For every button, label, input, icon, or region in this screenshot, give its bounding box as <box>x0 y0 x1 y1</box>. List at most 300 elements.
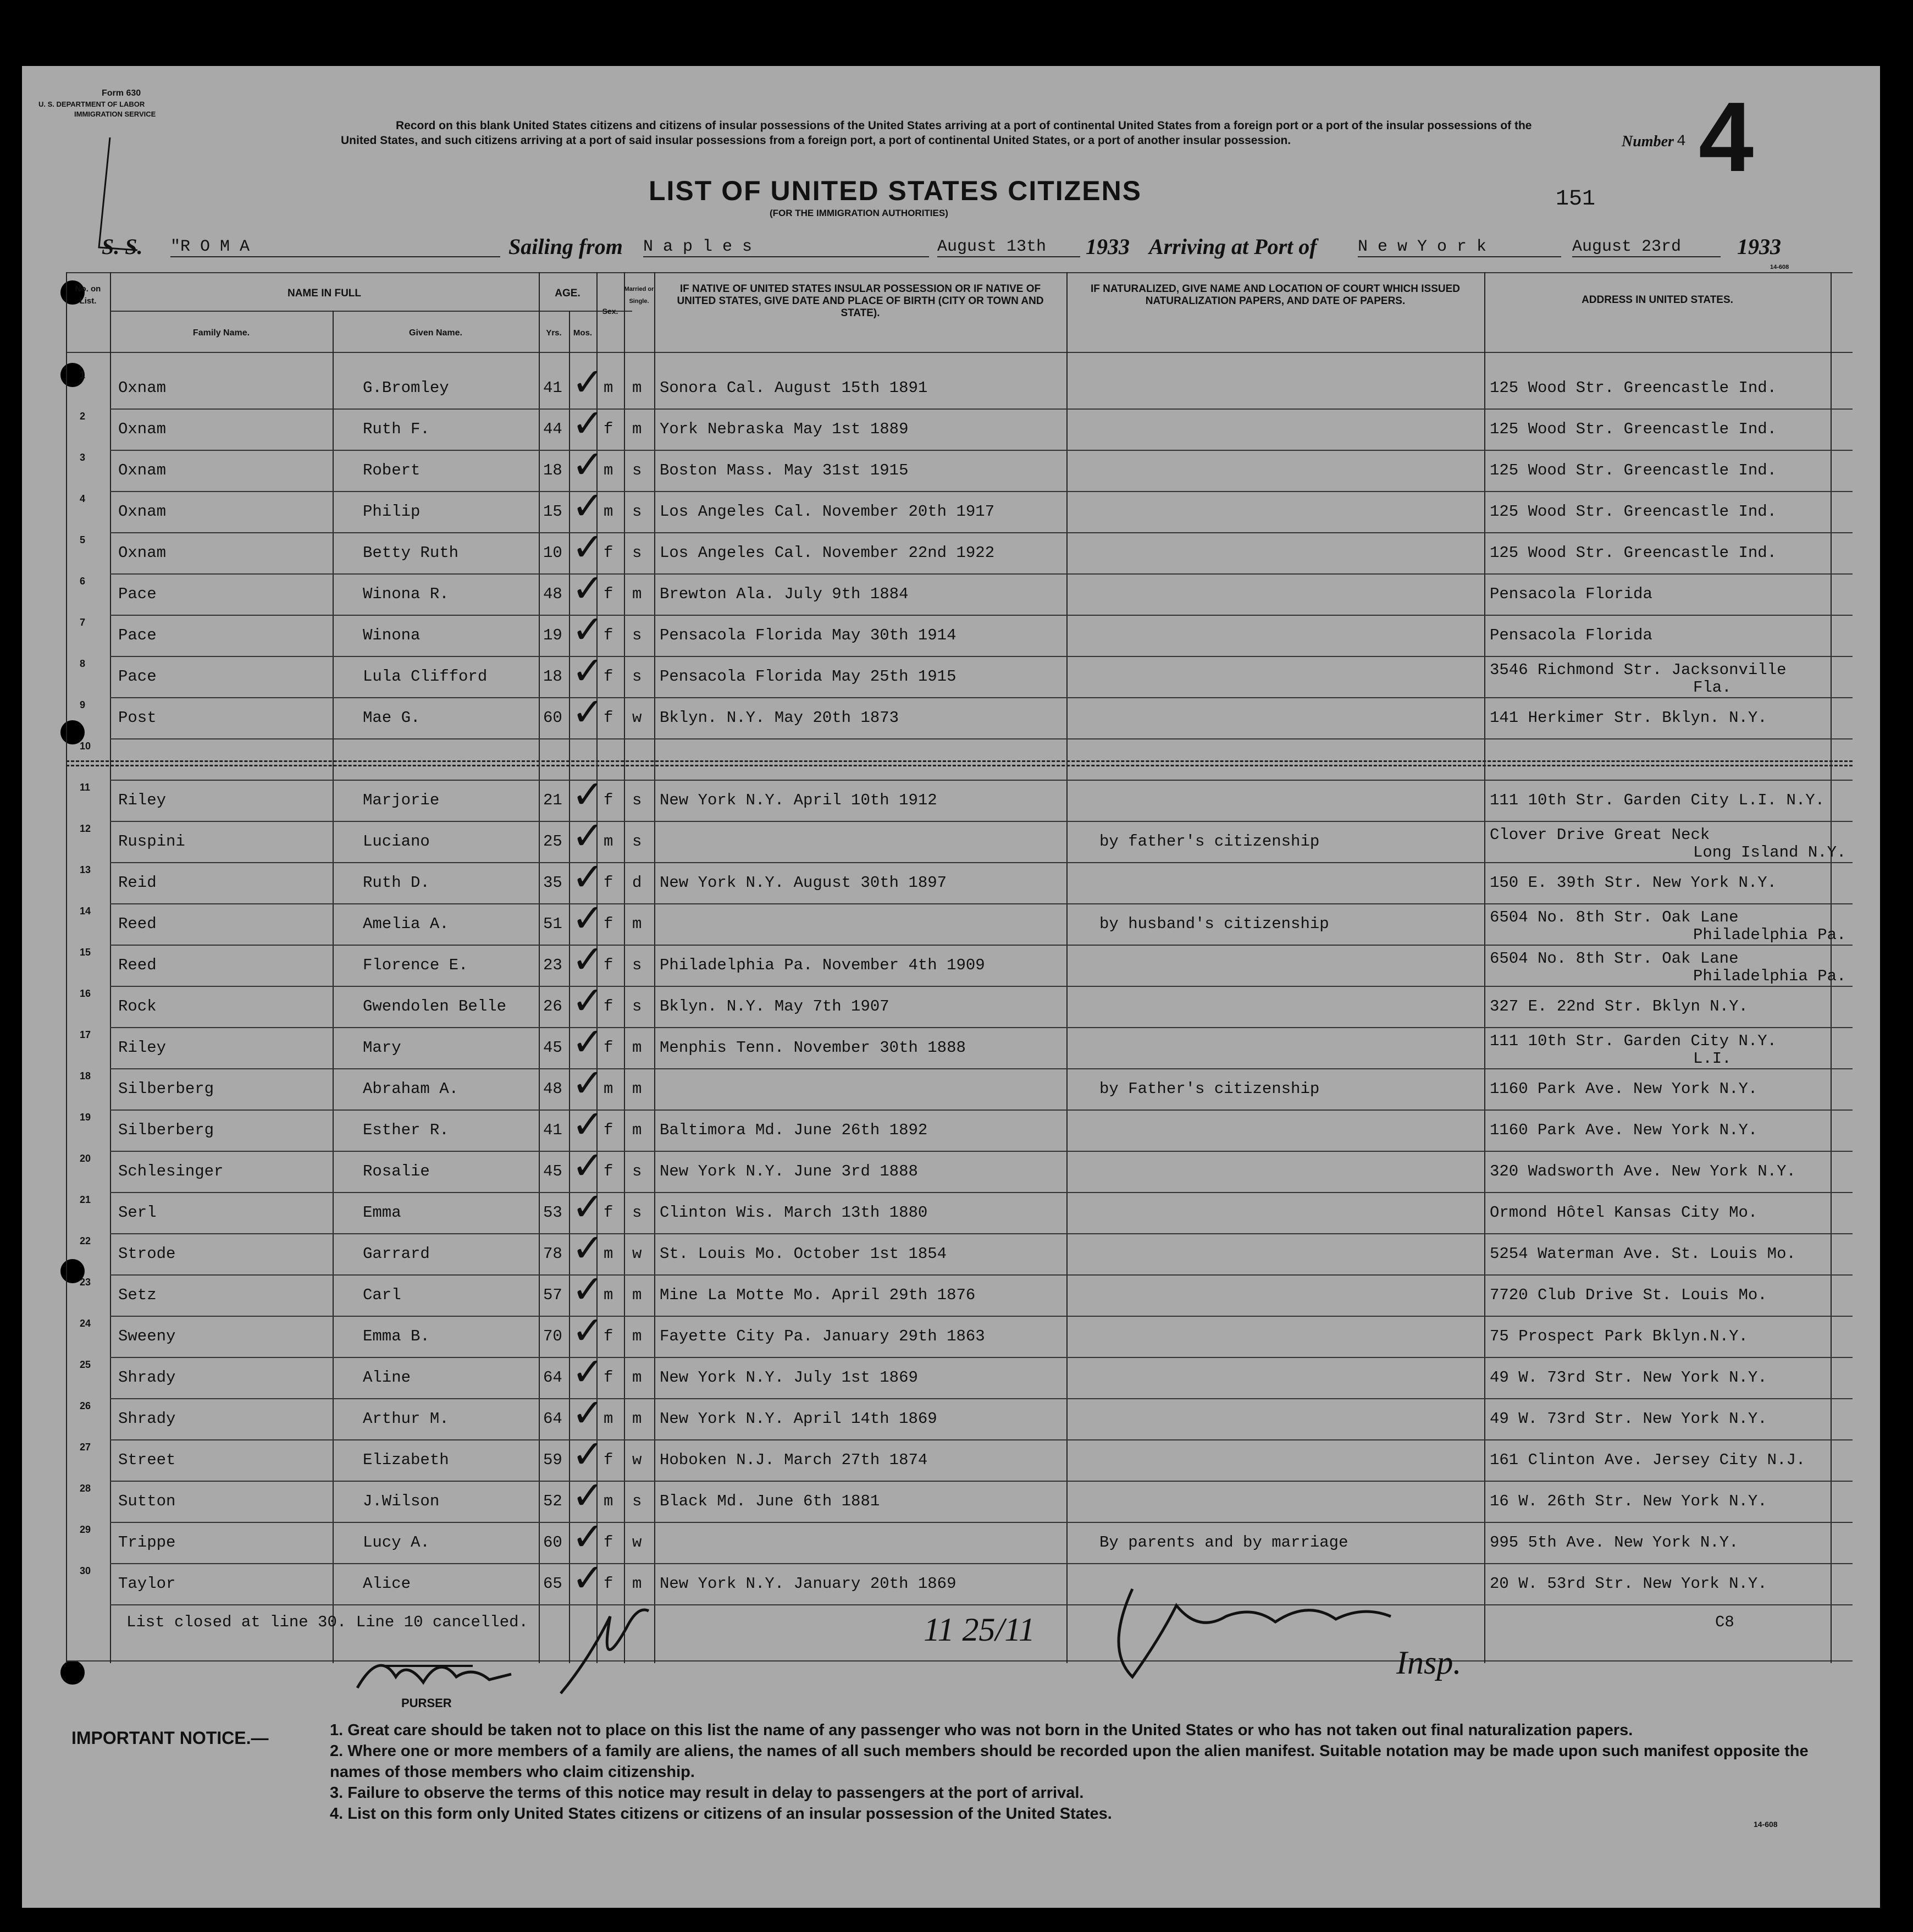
marital-status: s <box>632 1162 642 1180</box>
check-mark-icon: ✓ <box>572 525 604 570</box>
table-row <box>66 525 1853 575</box>
age-years: 18 <box>543 461 562 479</box>
address: 1160 Park Ave. New York N.Y. <box>1490 1121 1758 1139</box>
family-name: Reed <box>118 956 157 974</box>
col-age: AGE. <box>555 288 580 299</box>
sex: f <box>604 791 613 809</box>
table-row <box>66 483 1853 533</box>
sex: f <box>604 585 613 603</box>
naturalization-info: by Father's citizenship <box>1099 1080 1320 1098</box>
address: 3546 Richmond Str. Jacksonville <box>1490 661 1787 679</box>
check-mark-icon: ✓ <box>572 813 604 858</box>
given-name: Elizabeth <box>363 1451 449 1469</box>
cancelled-line <box>66 765 1853 766</box>
family-name: Oxnam <box>118 461 167 479</box>
marital-status: s <box>632 667 642 686</box>
page-subtitle: (FOR THE IMMIGRATION AUTHORITIES) <box>770 208 948 218</box>
family-name: Reid <box>118 874 157 892</box>
given-name: Luciano <box>363 832 430 851</box>
line-number: 13 <box>80 864 91 875</box>
address: 995 5th Ave. New York N.Y. <box>1490 1533 1739 1552</box>
table-row <box>66 1267 1853 1317</box>
col-birth: IF NATIVE OF UNITED STATES INSULAR POSSESSION OR IF NATIVE OF UNITED STATES, GIVE DATE AND PLACE OF BIRTH (CITY OR TOWN AND STATE). <box>677 283 1044 319</box>
col-name-in-full: NAME IN FULL <box>287 288 362 299</box>
table-row <box>66 607 1853 657</box>
birth-info: Menphis Tenn. November 30th 1888 <box>660 1039 966 1057</box>
record-instructions: Record on this blank United States citizens and citizens of insular possessions of the United States arriving at a port of continental United States from a foreign port or a port of the insular possessions of the United States, and such citizens arriving at a port of said insular possessions from a foreign port, a port of continental United States, or a port of another insular possession. <box>341 119 1532 147</box>
check-mark-icon: ✓ <box>572 1267 604 1312</box>
marital-status: m <box>632 1327 642 1345</box>
table-row <box>66 1390 1853 1440</box>
given-name: Emma B. <box>363 1327 430 1345</box>
birth-info: York Nebraska May 1st 1889 <box>660 420 909 438</box>
sail-date: August 13th <box>937 238 1080 257</box>
birth-info: Sonora Cal. August 15th 1891 <box>660 379 928 397</box>
service-name: IMMIGRATION SERVICE <box>74 110 156 118</box>
birth-info: New York N.Y. August 30th 1897 <box>660 874 947 892</box>
birth-info: St. Louis Mo. October 1st 1854 <box>660 1245 947 1263</box>
age-years: 60 <box>543 1533 562 1552</box>
address-continued: Philadelphia Pa. <box>1693 967 1846 985</box>
family-name: Pace <box>118 626 157 644</box>
birth-info: Mine La Motte Mo. April 29th 1876 <box>660 1286 976 1304</box>
sex: f <box>604 667 613 686</box>
check-mark-icon: ✓ <box>572 1514 604 1559</box>
address: 7720 Club Drive St. Louis Mo. <box>1490 1286 1767 1304</box>
from-port: N a p l e s <box>643 238 929 257</box>
check-mark-icon: ✓ <box>572 442 604 487</box>
check-mark-icon: ✓ <box>572 648 604 693</box>
form-number: Form 630 <box>102 89 141 98</box>
marital-status: m <box>632 379 642 397</box>
marital-status: m <box>632 1575 642 1593</box>
sex: f <box>604 420 613 438</box>
sex: m <box>604 503 613 521</box>
check-mark-icon: ✓ <box>572 401 604 446</box>
birth-info: New York N.Y. January 20th 1869 <box>660 1575 957 1593</box>
naturalization-info: by husband's citizenship <box>1099 915 1329 933</box>
age-years: 21 <box>543 791 562 809</box>
line-number: 1 <box>80 369 86 380</box>
address: 6504 No. 8th Str. Oak Lane <box>1490 950 1739 968</box>
marital-status: s <box>632 1492 642 1510</box>
family-name: Schlesinger <box>118 1162 224 1180</box>
address: 150 E. 39th Str. New York N.Y. <box>1490 874 1777 892</box>
line-number: 7 <box>80 617 86 628</box>
family-name: Serl <box>118 1204 157 1222</box>
table-row <box>66 1102 1853 1152</box>
given-name: Aline <box>363 1368 411 1387</box>
address: 141 Herkimer Str. Bklyn. N.Y. <box>1490 709 1767 727</box>
family-name: Sweeny <box>118 1327 176 1345</box>
line-number: 12 <box>80 823 91 834</box>
check-mark-icon: ✓ <box>572 1349 604 1394</box>
number-small: 4 <box>1677 133 1686 150</box>
age-years: 78 <box>543 1245 562 1263</box>
binder-hole <box>60 1660 85 1685</box>
table-row <box>66 442 1853 492</box>
age-years: 19 <box>543 626 562 644</box>
table-row <box>66 360 1853 410</box>
form-code-top: 14-608 <box>1770 264 1789 271</box>
marital-status: s <box>632 956 642 974</box>
department-name: U. S. DEPARTMENT OF LABOR <box>38 100 145 108</box>
check-mark-icon: ✓ <box>572 1019 604 1064</box>
given-name: Florence E. <box>363 956 468 974</box>
given-name: Alice <box>363 1575 411 1593</box>
given-name: Rosalie <box>363 1162 430 1180</box>
given-name: Winona R. <box>363 585 449 603</box>
birth-info: New York N.Y. July 1st 1869 <box>660 1368 918 1387</box>
age-years: 45 <box>543 1039 562 1057</box>
address: Clover Drive Great Neck <box>1490 826 1710 844</box>
line-number: 16 <box>80 988 91 999</box>
address-continued: Fla. <box>1693 678 1732 697</box>
sex: m <box>604 379 613 397</box>
given-name: J.Wilson <box>363 1492 440 1510</box>
table-row <box>66 1184 1853 1234</box>
family-name: Riley <box>118 791 167 809</box>
sex: f <box>604 956 613 974</box>
table-row <box>66 1061 1853 1111</box>
birth-info: Los Angeles Cal. November 22nd 1922 <box>660 544 995 562</box>
age-years: 15 <box>543 503 562 521</box>
marital-status: s <box>632 626 642 644</box>
line-number: 22 <box>80 1235 91 1246</box>
sex: m <box>604 1286 613 1304</box>
check-mark-icon: ✓ <box>572 1226 604 1271</box>
sex: m <box>604 1080 613 1098</box>
arriving-label: Arriving at Port of <box>1149 234 1317 259</box>
line-number: 23 <box>80 1277 91 1288</box>
line-number: 24 <box>80 1318 91 1329</box>
table-row <box>66 401 1853 451</box>
age-years: 25 <box>543 832 562 851</box>
sex: m <box>604 1245 613 1263</box>
marital-status: m <box>632 1121 642 1139</box>
check-mark-icon: ✓ <box>572 1102 604 1147</box>
age-years: 48 <box>543 1080 562 1098</box>
age-years: 45 <box>543 1162 562 1180</box>
given-name: Ruth D. <box>363 874 430 892</box>
table-row <box>66 1019 1853 1069</box>
address-continued: L.I. <box>1693 1050 1732 1068</box>
col-yrs: Yrs. <box>546 328 562 338</box>
marital-status: w <box>632 1533 642 1552</box>
arrival-date: August 23rd <box>1572 238 1721 257</box>
address: 327 E. 22nd Str. Bklyn N.Y. <box>1490 997 1748 1015</box>
address: 111 10th Str. Garden City L.I. N.Y. <box>1490 791 1825 809</box>
line-number: 9 <box>80 699 86 710</box>
birth-info: Brewton Ala. July 9th 1884 <box>660 585 909 603</box>
family-name: Silberberg <box>118 1121 214 1139</box>
table-row <box>66 1555 1853 1605</box>
given-name: Arthur M. <box>363 1410 449 1428</box>
table-row <box>66 813 1853 863</box>
purser-label: PURSER <box>401 1696 452 1710</box>
family-name: Oxnam <box>118 503 167 521</box>
sex: f <box>604 1368 613 1387</box>
notice-label: IMPORTANT NOTICE.— <box>71 1728 269 1748</box>
marital-status: m <box>632 585 642 603</box>
sex: f <box>604 997 613 1015</box>
given-name: Mae G. <box>363 709 421 727</box>
age-years: 65 <box>543 1575 562 1593</box>
line-number: 25 <box>80 1359 91 1370</box>
table-row <box>66 648 1853 698</box>
sail-year: 1933 <box>1086 234 1130 259</box>
handwritten-fraction: 11 25/11 <box>924 1611 1035 1648</box>
line-number: 21 <box>80 1194 91 1205</box>
given-name: Ruth F. <box>363 420 430 438</box>
check-mark-icon: ✓ <box>572 1061 604 1106</box>
given-name: Carl <box>363 1286 401 1304</box>
check-mark-icon: ✓ <box>572 566 604 611</box>
family-name: Oxnam <box>118 379 167 397</box>
check-mark-icon: ✓ <box>572 1473 604 1518</box>
sex: f <box>604 1451 613 1469</box>
page-title: LIST OF UNITED STATES CITIZENS <box>649 175 1142 206</box>
given-name: Mary <box>363 1039 401 1057</box>
marital-status: m <box>632 420 642 438</box>
line-number: 18 <box>80 1070 91 1081</box>
sex: f <box>604 1533 613 1552</box>
given-name: Betty Ruth <box>363 544 459 562</box>
address: 125 Wood Str. Greencastle Ind. <box>1490 379 1777 397</box>
line-number: 6 <box>80 576 86 587</box>
table-row <box>66 566 1853 616</box>
check-mark-icon: ✓ <box>572 1184 604 1229</box>
sex: f <box>604 915 613 933</box>
age-years: 64 <box>543 1368 562 1387</box>
marital-status: m <box>632 1368 642 1387</box>
given-name: Philip <box>363 503 421 521</box>
marital-status: s <box>632 461 642 479</box>
birth-info: Black Md. June 6th 1881 <box>660 1492 880 1510</box>
address: 49 W. 73rd Str. New York N.Y. <box>1490 1410 1767 1428</box>
address: 16 W. 26th Str. New York N.Y. <box>1490 1492 1767 1510</box>
check-mark-icon: ✓ <box>572 1432 604 1477</box>
check-mark-icon: ✓ <box>572 772 604 817</box>
marital-status: s <box>632 1204 642 1222</box>
notice-item: 1. Great care should be taken not to place on this list the name of any passenger who was not born in the United States or who has not taken out final naturalization papers. <box>330 1721 1633 1739</box>
given-name: Amelia A. <box>363 915 449 933</box>
address-continued: Philadelphia Pa. <box>1693 926 1846 944</box>
address: 320 Wadsworth Ave. New York N.Y. <box>1490 1162 1796 1180</box>
check-mark-icon: ✓ <box>572 1390 604 1436</box>
marital-status: m <box>632 1039 642 1057</box>
age-years: 64 <box>543 1410 562 1428</box>
address: Pensacola Florida <box>1490 626 1652 644</box>
age-years: 41 <box>543 379 562 397</box>
address: 20 W. 53rd Str. New York N.Y. <box>1490 1575 1767 1593</box>
birth-info: Boston Mass. May 31st 1915 <box>660 461 909 479</box>
family-name: Shrady <box>118 1410 176 1428</box>
given-name: Lula Clifford <box>363 667 488 686</box>
birth-info: Baltimora Md. June 26th 1892 <box>660 1121 928 1139</box>
age-years: 48 <box>543 585 562 603</box>
table-row <box>66 1143 1853 1193</box>
age-years: 44 <box>543 420 562 438</box>
line-number: 26 <box>80 1400 91 1411</box>
col-given: Given Name. <box>409 328 462 338</box>
sex: f <box>604 1121 613 1139</box>
check-mark-icon: ✓ <box>572 607 604 652</box>
sex: f <box>604 709 613 727</box>
initials-signature-icon <box>544 1594 665 1704</box>
family-name: Reed <box>118 915 157 933</box>
family-name: Shrady <box>118 1368 176 1387</box>
sex: m <box>604 1492 613 1510</box>
naturalization-info: by father's citizenship <box>1099 832 1320 851</box>
birth-info: New York N.Y. April 10th 1912 <box>660 791 937 809</box>
sex: f <box>604 1575 613 1593</box>
address: 125 Wood Str. Greencastle Ind. <box>1490 544 1777 562</box>
address: 49 W. 73rd Str. New York N.Y. <box>1490 1368 1767 1387</box>
sailing-label: Sailing from <box>508 234 623 259</box>
birth-info: Philadelphia Pa. November 4th 1909 <box>660 956 985 974</box>
line-number: 3 <box>80 452 86 463</box>
birth-info: Bklyn. N.Y. May 20th 1873 <box>660 709 899 727</box>
age-years: 70 <box>543 1327 562 1345</box>
given-name: Marjorie <box>363 791 440 809</box>
family-name: Oxnam <box>118 544 167 562</box>
address: 6504 No. 8th Str. Oak Lane <box>1490 908 1739 926</box>
birth-info: Pensacola Florida May 25th 1915 <box>660 667 957 686</box>
family-name: Riley <box>118 1039 167 1057</box>
manifest-page <box>22 66 1880 1908</box>
col-sex: Sex. <box>602 307 618 316</box>
sex: f <box>604 1039 613 1057</box>
given-name: Emma <box>363 1204 401 1222</box>
arrival-year: 1933 <box>1737 234 1781 259</box>
age-years: 52 <box>543 1492 562 1510</box>
given-name: Abraham A. <box>363 1080 459 1098</box>
sex: f <box>604 1162 613 1180</box>
birth-info: Pensacola Florida May 30th 1914 <box>660 626 957 644</box>
number-stamp: 4 <box>1699 82 1754 192</box>
sex: f <box>604 1327 613 1345</box>
sex: f <box>604 1204 613 1222</box>
col-mos: Mos. <box>573 328 593 338</box>
sex: f <box>604 544 613 562</box>
check-mark-icon: ✓ <box>572 854 604 899</box>
marital-status: s <box>632 544 642 562</box>
line-number: 2 <box>80 411 86 422</box>
given-name: Winona <box>363 626 421 644</box>
address: 75 Prospect Park Bklyn.N.Y. <box>1490 1327 1748 1345</box>
table-row <box>66 1308 1853 1358</box>
address: Pensacola Florida <box>1490 585 1652 603</box>
notice-item: 4. List on this form only United States citizens or citizens of an insular possession of the United States. <box>330 1805 1112 1823</box>
address-continued: Long Island N.Y. <box>1693 843 1846 862</box>
inspector-suffix: Insp. <box>1396 1644 1462 1681</box>
birth-info: Fayette City Pa. January 29th 1863 <box>660 1327 985 1345</box>
birth-info: New York N.Y. June 3rd 1888 <box>660 1162 918 1180</box>
check-mark-icon: ✓ <box>572 689 604 735</box>
line-number: 27 <box>80 1442 91 1453</box>
marital-status: w <box>632 1451 642 1469</box>
closing-note: List closed at line 30. Line 10 cancelled. <box>126 1613 528 1631</box>
given-name: Gwendolen Belle <box>363 997 507 1015</box>
line-number: 19 <box>80 1112 91 1123</box>
address: Ormond Hôtel Kansas City Mo. <box>1490 1204 1758 1222</box>
family-name: Oxnam <box>118 420 167 438</box>
sex: m <box>604 1410 613 1428</box>
important-notice <box>71 1720 1831 1824</box>
table-row <box>66 1226 1853 1276</box>
family-name: Silberberg <box>118 1080 214 1098</box>
notice-item: 3. Failure to observe the terms of this notice may result in delay to passengers at the port of arrival. <box>330 1784 1084 1802</box>
address: 125 Wood Str. Greencastle Ind. <box>1490 420 1777 438</box>
naturalization-info: By parents and by marriage <box>1099 1533 1348 1552</box>
col-naturalized: IF NATURALIZED, GIVE NAME AND LOCATION OF COURT WHICH ISSUED NATURALIZATION PAPERS, AND DATE OF PAPERS. <box>1090 283 1460 307</box>
age-years: 10 <box>543 544 562 562</box>
age-years: 59 <box>543 1451 562 1469</box>
check-mark-icon: ✓ <box>572 1308 604 1353</box>
line-number: 5 <box>80 534 86 545</box>
line-number: 29 <box>80 1524 91 1535</box>
address: 5254 Waterman Ave. St. Louis Mo. <box>1490 1245 1796 1263</box>
age-years: 26 <box>543 997 562 1015</box>
line-number: 15 <box>80 947 91 958</box>
check-mark-icon: ✓ <box>572 1143 604 1188</box>
ss-label: S. S. <box>102 234 143 259</box>
sex: m <box>604 832 613 851</box>
line-number: 30 <box>80 1565 91 1576</box>
age-years: 53 <box>543 1204 562 1222</box>
check-mark-icon: ✓ <box>572 483 604 528</box>
family-name: Trippe <box>118 1533 176 1552</box>
given-name: Esther R. <box>363 1121 449 1139</box>
sex: f <box>604 874 613 892</box>
table-row <box>66 978 1853 1028</box>
table-row <box>66 772 1853 822</box>
birth-info: Clinton Wis. March 13th 1880 <box>660 1204 928 1222</box>
check-mark-icon: ✓ <box>572 360 604 405</box>
family-name: Pace <box>118 585 157 603</box>
address: 111 10th Str. Garden City N.Y. <box>1490 1032 1777 1050</box>
family-name: Strode <box>118 1245 176 1263</box>
family-name: Sutton <box>118 1492 176 1510</box>
family-name: Setz <box>118 1286 157 1304</box>
birth-info: Hoboken N.J. March 27th 1874 <box>660 1451 928 1469</box>
purser-signature-icon <box>346 1644 522 1699</box>
birth-info: Bklyn. N.Y. May 7th 1907 <box>660 997 889 1015</box>
address: 1160 Park Ave. New York N.Y. <box>1490 1080 1758 1098</box>
page-number: 151 <box>1556 187 1596 212</box>
line-number: 10 <box>80 741 91 752</box>
table-row <box>66 1514 1853 1564</box>
ship-name: "R O M A <box>170 238 500 257</box>
given-name: G.Bromley <box>363 379 449 397</box>
sex: m <box>604 461 613 479</box>
passenger-table <box>66 272 1853 1663</box>
family-name: Ruspini <box>118 832 185 851</box>
address: 125 Wood Str. Greencastle Ind. <box>1490 503 1777 521</box>
line-number: 14 <box>80 906 91 917</box>
to-port: N e w Y o r k <box>1358 238 1561 257</box>
cancelled-line <box>66 760 1853 762</box>
notice-item: 2. Where one or more members of a family are aliens, the names of all such members should be recorded upon the alien manifest. Suitable notation may be made upon such manifest opposite the names of those members who claim citizenship. <box>330 1742 1809 1781</box>
line-number: 17 <box>80 1029 91 1040</box>
col-married: Married or Single. <box>624 286 654 305</box>
line-number: 11 <box>80 782 91 793</box>
line-number: 20 <box>80 1153 91 1164</box>
given-name: Garrard <box>363 1245 430 1263</box>
marital-status: m <box>632 915 642 933</box>
family-name: Street <box>118 1451 176 1469</box>
